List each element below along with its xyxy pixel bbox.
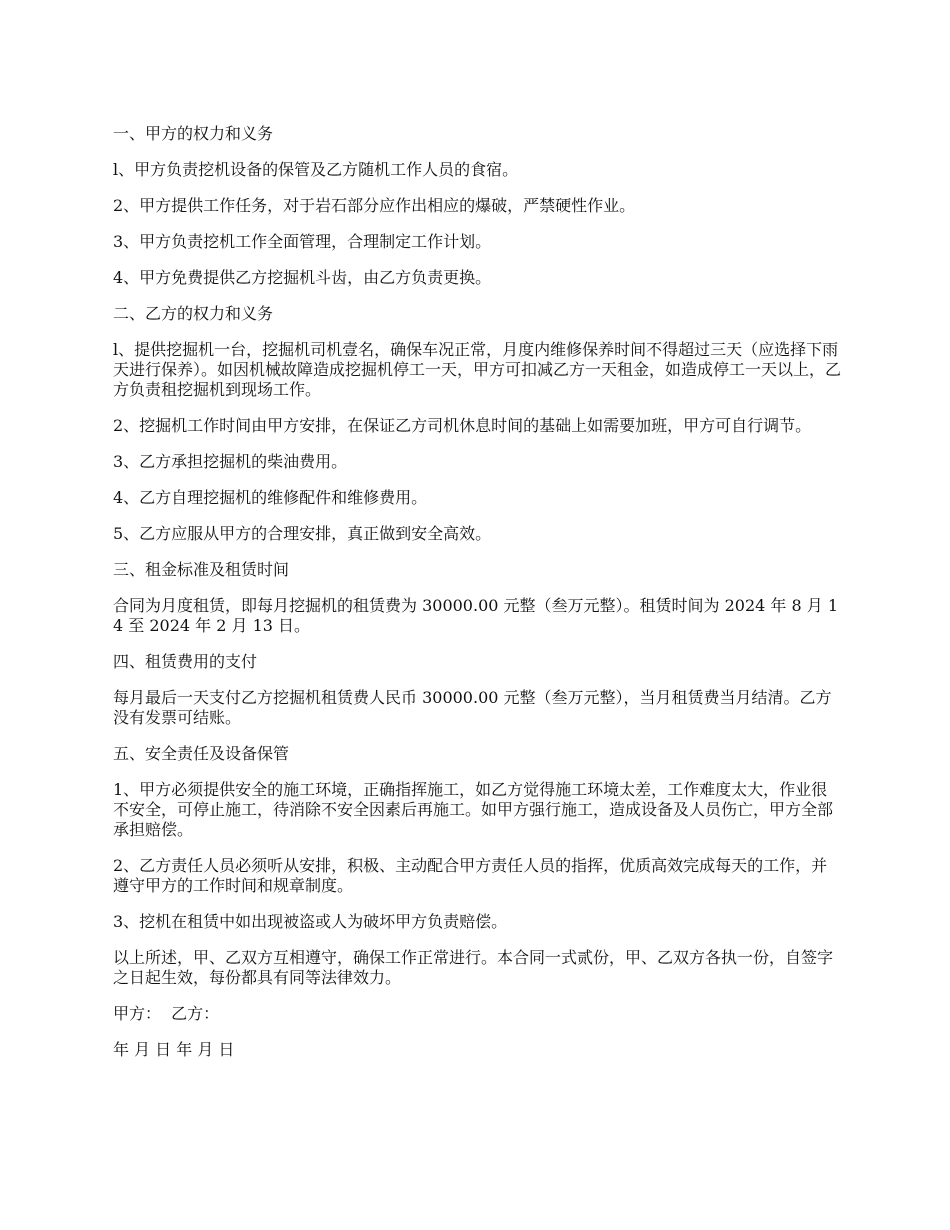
party-a-clause-3: 3、甲方负责挖机工作全面管理，合理制定工作计划。 — [113, 232, 492, 251]
contract-document — [113, 124, 843, 1076]
party-b-clause-4: 4、乙方自理挖掘机的维修配件和维修费用。 — [113, 488, 428, 507]
signature-parties: 甲方： 乙方： — [113, 1004, 220, 1023]
rent-clause: 合同为月度租赁，即每月挖掘机的租赁费为 30000.00 元整（叁万元整）。租赁时间为 2024 年 8 月 14 至 2024 年 2 月 13 日。 — [113, 596, 839, 635]
party-a-clause-2: 2、甲方提供工作任务，对于岩石部分应作出相应的爆破，严禁硬性作业。 — [113, 196, 636, 215]
closing-statement: 以上所述，甲、乙双方互相遵守，确保工作正常进行。本合同一式贰份，甲、乙双方各执一份，自签字之日起生效，每份都具有同等法律效力。 — [113, 948, 834, 987]
section-heading-party-a: 一、甲方的权力和义务 — [113, 124, 274, 143]
safety-clause-3: 3、挖机在租赁中如出现被盗或人为破坏甲方负责赔偿。 — [113, 912, 508, 931]
section-heading-rent: 三、租金标准及租赁时间 — [113, 560, 290, 579]
party-a-clause-4: 4、甲方免费提供乙方挖掘机斗齿，由乙方负责更换。 — [113, 268, 492, 287]
party-b-clause-1: l、提供挖掘机一台，挖掘机司机壹名，确保车况正常，月度内维修保养时间不得超过三天（应选择下雨天进行保养）。如因机械故障造成挖掘机停工一天，甲方可扣减乙方一天租金，如造成停工一天以上，乙方负责租挖掘机到现场工作。 — [113, 340, 842, 399]
party-a-clause-1: l、甲方负责挖机设备的保管及乙方随机工作人员的食宿。 — [113, 160, 519, 179]
section-heading-payment: 四、租赁费用的支付 — [113, 652, 258, 671]
party-b-clause-5: 5、乙方应服从甲方的合理安排，真正做到安全高效。 — [113, 524, 492, 543]
safety-clause-1: 1、甲方必须提供安全的施工环境，正确指挥施工，如乙方觉得施工环境太差，工作难度太大，作业很不安全，可停止施工，待消除不安全因素后再施工。如甲方强行施工，造成设备及人员伤亡，甲方全部承担赔偿。 — [113, 780, 834, 839]
signature-dates: 年 月 日 年 月 日 — [113, 1040, 235, 1059]
payment-clause: 每月最后一天支付乙方挖掘机租赁费人民币 30000.00 元整（叁万元整），当月租赁费当月结清。乙方没有发票可结账。 — [113, 688, 832, 727]
party-b-clause-3: 3、乙方承担挖掘机的柴油费用。 — [113, 452, 348, 471]
safety-clause-2: 2、乙方责任人员必须听从安排，积极、主动配合甲方责任人员的指挥，优质高效完成每天的工作，并遵守甲方的工作时间和规章制度。 — [113, 856, 828, 895]
party-b-clause-2: 2、挖掘机工作时间由甲方安排，在保证乙方司机休息时间的基础上如需要加班，甲方可自行调节。 — [113, 416, 812, 435]
section-heading-safety: 五、安全责任及设备保管 — [113, 744, 290, 763]
section-heading-party-b: 二、乙方的权力和义务 — [113, 304, 274, 323]
